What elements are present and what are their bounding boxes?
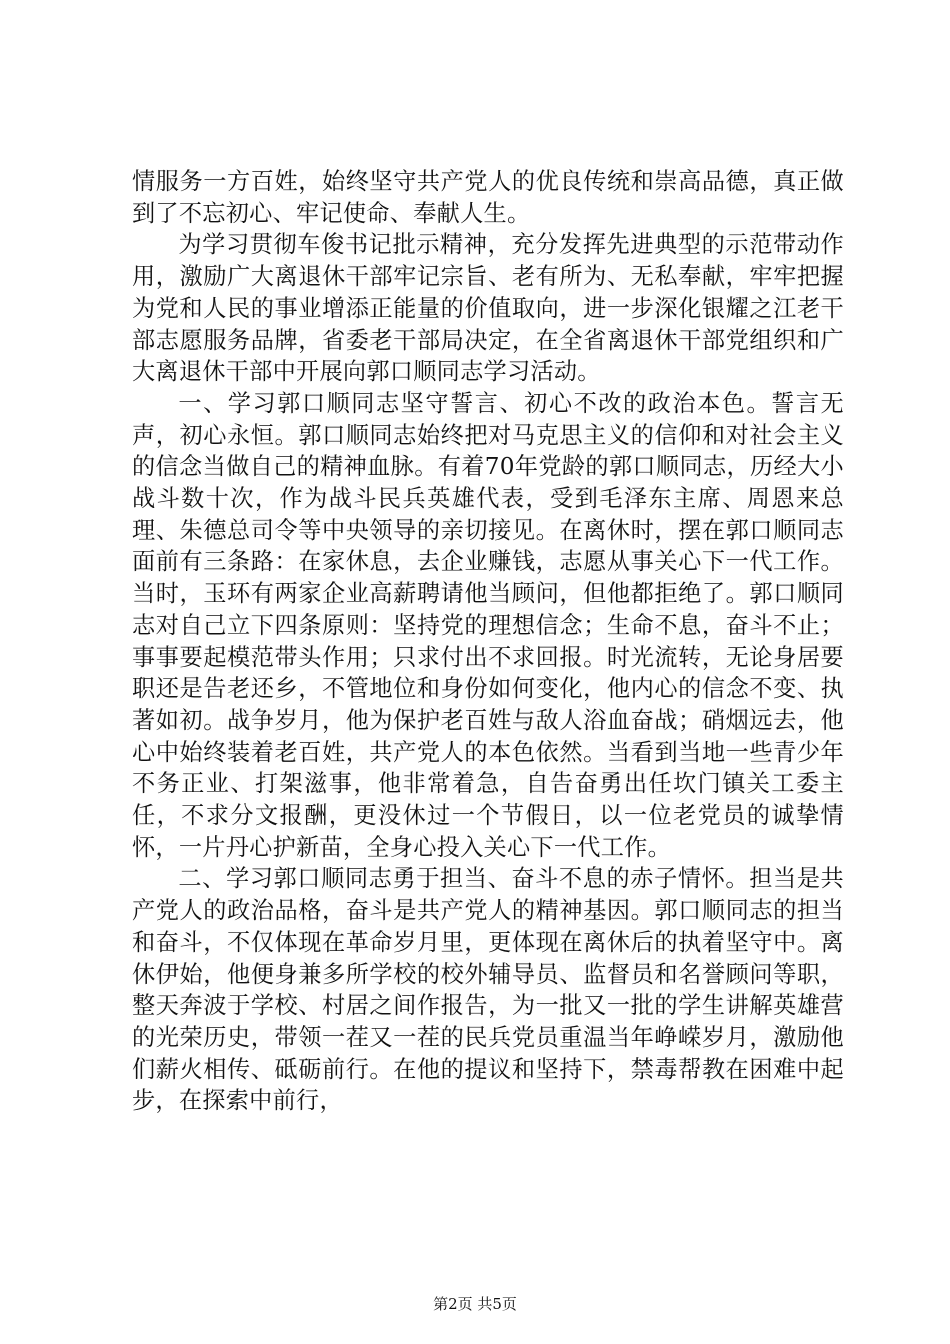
document-body <box>132 166 844 1117</box>
paragraph-section-one: 一、学习郭口顺同志坚守誓言、初心不改的政治本色。誓言无声，初心永恒。郭口顺同志始终把对马克思主义的信仰和对社会主义的信念当做自己的精神血脉。有着70年党龄的郭口顺同志，历经大小战斗数十次，作为战斗民兵英雄代表，受到毛泽东主席、周恩来总理、朱德总司令等中央领导的亲切接见。在离休时，摆在郭口顺同志面前有三条路：在家休息，去企业赚钱，志愿从事关心下一代工作。当时，玉环有两家企业高薪聘请他当顾问，但他都拒绝了。郭口顺同志对自己立下四条原则：坚持党的理想信念；生命不息，奋斗不止；事事要起模范带头作用；只求付出不求回报。时光流转，无论身居要职还是告老还乡，不管地位和身份如何变化，他内心的信念不变、执著如初。战争岁月，他为保护老百姓与敌人浴血奋战；硝烟远去，他心中始终装着老百姓，共产党人的本色依然。当看到当地一些青少年不务正业、打架滋事，他非常着急，自告奋勇出任坎门镇关工委主任，不求分文报酬，更没休过一个节假日，以一位老党员的诚挚情怀，一片丹心护新苗，全身心投入关心下一代工作。 <box>132 389 844 861</box>
page-footer: 第2页 共5页 <box>433 1295 517 1313</box>
paragraph-continuation: 情服务一方百姓，始终坚守共产党人的优良传统和崇高品德，真正做到了不忘初心、牢记使命、奉献人生。 <box>132 168 844 227</box>
paragraph-intro: 为学习贯彻车俊书记批示精神，充分发挥先进典型的示范带动作用，激励广大离退休干部牢记宗旨、老有所为、无私奉献，牢牢把握为党和人民的事业增添正能量的价值取向，进一步深化银耀之江老干部志愿服务品牌，省委老干部局决定，在全省离退休干部党组织和广大离退休干部中开展向郭口顺同志学习活动。 <box>132 231 844 386</box>
paragraph-section-two: 二、学习郭口顺同志勇于担当、奋斗不息的赤子情怀。担当是共产党人的政治品格，奋斗是共产党人的精神基因。郭口顺同志的担当和奋斗，不仅体现在革命岁月里，更体现在离休后的执着坚守中。离休伊始，他便身兼多所学校的校外辅导员、监督员和名誉顾问等职，整天奔波于学校、村居之间作报告，为一批又一批的学生讲解英雄营的光荣历史，带领一茬又一茬的民兵党员重温当年峥嵘岁月，激励他们薪火相传、砥砺前行。在他的提议和坚持下，禁毒帮教在困难中起步，在探索中前行， <box>132 865 844 1115</box>
